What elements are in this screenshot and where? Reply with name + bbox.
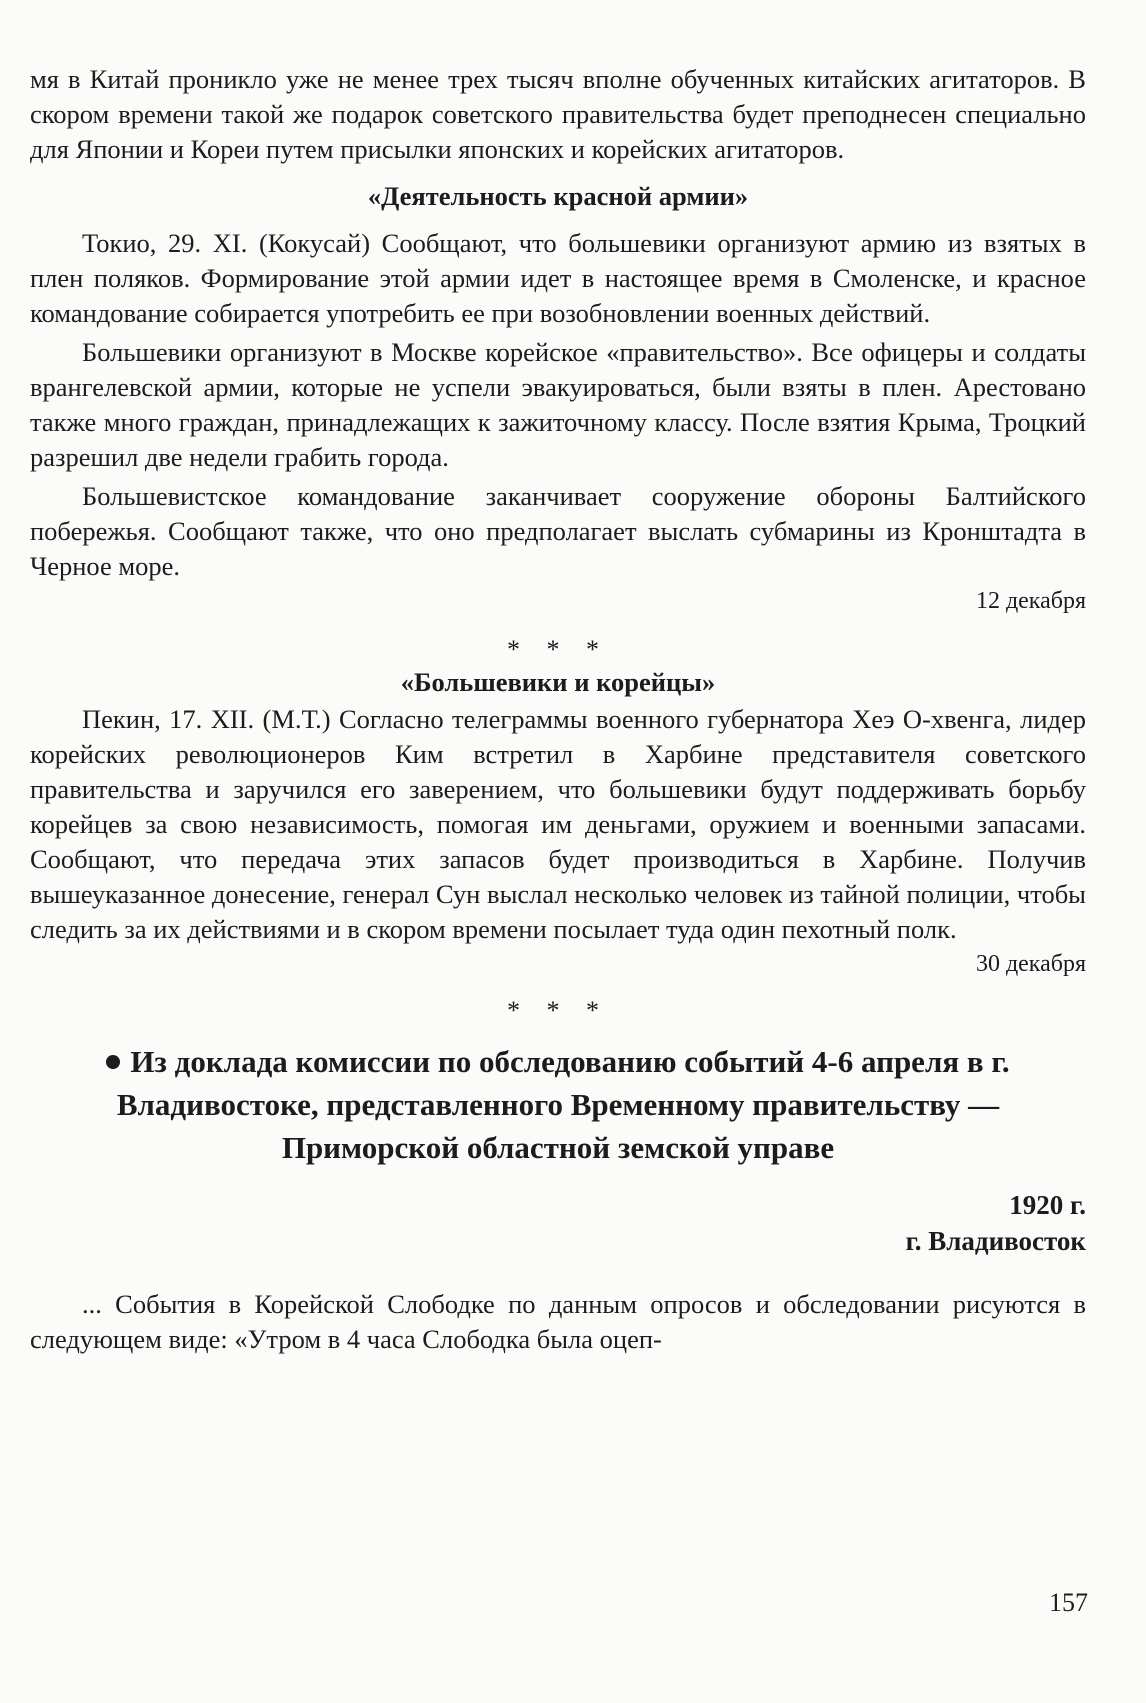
paragraph: Пекин, 17. XII. (М.Т.) Согласно телеграммы военного губернатора Хеэ О-хвенга, лидер корейских революционеров Ким встретил в Харбине представителя советского правительства и заручился его заверением, что большевики будут поддерживать борьбу корейцев за свою независимость, помогая им деньгами, оружием и военными запасами. Сообщают, что передача этих запасов будет производиться в Харбине. Получив вышеуказанное донесение, генерал Сун выслал несколько человек из тайной полиции, чтобы следить за их действиями и в скором времени посылает туда один пехотный полк. (30, 704, 1086, 944)
paragraph: ... События в Корейской Слободке по данным опросов и обследовании рисуются в следующем виде: «Утром в 4 часа Слободка была оцеп- (30, 1289, 1086, 1354)
document-heading (30, 1040, 1086, 1169)
bullet-icon (106, 1055, 120, 1069)
document-place: г. Владивосток (905, 1226, 1086, 1256)
separator: * * * (507, 996, 609, 1025)
document-heading-text: Из доклада комиссии по обследованию событий 4-6 апреля в г. Владивостоке, представленного Временному правительству — Приморской областной земской управе (116, 1044, 1010, 1165)
paragraph: Токио, 29. XI. (Кокусай) Сообщают, что большевики организуют армию из взятых в плен поляков. Формирование этой армии идет в настоящее время в Смоленске, и красное командование собирается употребить ее при возобновлении военных действий. (30, 228, 1086, 328)
page-number: 157 (1049, 1588, 1088, 1617)
article-title-bolsheviks-koreans: «Большевики и корейцы» (400, 667, 716, 697)
date-line: 30 декабря (975, 951, 1086, 977)
continuation-text: мя в Китай проникло уже не менее трех тысяч вполне обученных китайских агитаторов. В скором времени такой же подарок советского правительства будет преподнесен специально для Японии и Кореи путем присылки японских и корейских агитаторов. (30, 64, 1086, 164)
separator: * * * (507, 635, 609, 664)
document-year: 1920 г. (1009, 1190, 1086, 1220)
paragraph: Большевики организуют в Москве корейское «правительство». Все офицеры и солдаты врангелевской армии, которые не успели эвакуироваться, были взяты в плен. Арестовано также много граждан, принадлежащих к зажиточному классу. После взятия Крыма, Троцкий разрешил две недели грабить города. (30, 337, 1086, 472)
article-title-red-army: «Деятельность красной армии» (367, 181, 749, 211)
page-content (30, 62, 1086, 1357)
date-line: 12 декабря (975, 588, 1086, 614)
paragraph: Большевистское командование заканчивает сооружение обороны Балтийского побережья. Сообщают также, что оно предполагает выслать субмарины из Кронштадта в Черное море. (30, 481, 1086, 581)
